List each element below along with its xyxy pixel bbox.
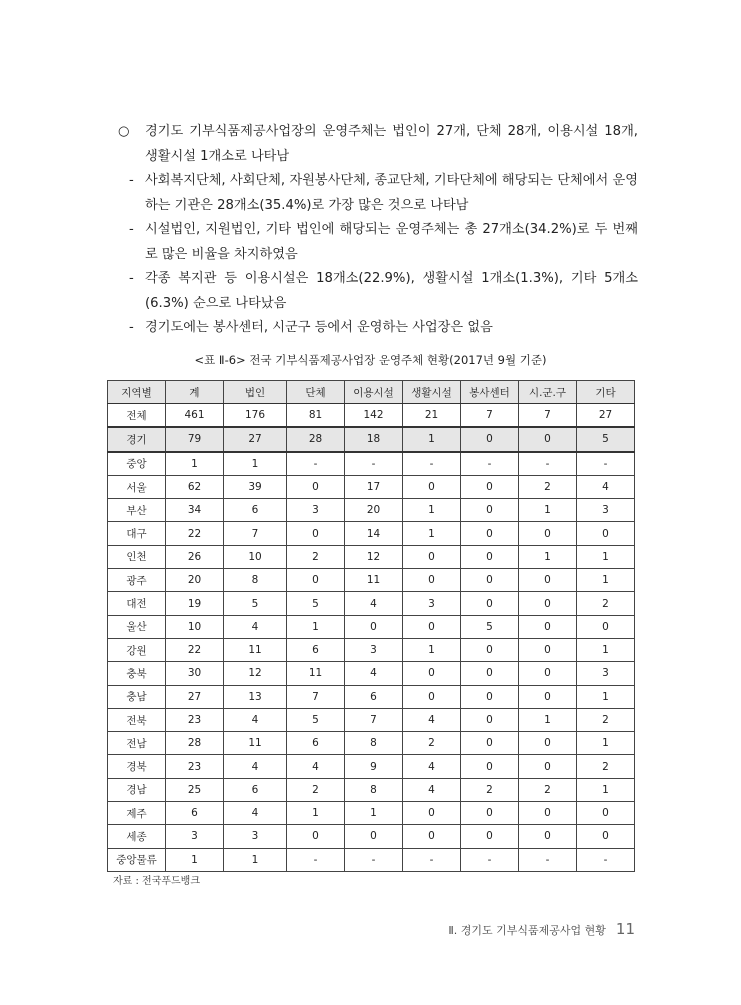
paragraph-text: 각종 복지관 등 이용시설은 18개소(22.9%), 생활시설 1개소(1.3%), 기타 5개소(6.3%) 순으로 나타났음	[145, 271, 638, 311]
paragraph-text: 경기도 기부식품제공사업장의 운영주체는 법인이 27개, 단체 28개, 이용시설 18개, 생활시설 1개소로 나타남	[145, 124, 638, 164]
column-header: 기타	[577, 381, 635, 404]
value-cell: 3	[224, 825, 287, 848]
value-cell: -	[577, 452, 635, 476]
dash-paragraph	[118, 169, 638, 218]
table-row	[108, 615, 635, 638]
value-cell: 0	[519, 685, 577, 708]
table-row	[108, 755, 635, 778]
table-header-row	[108, 381, 635, 404]
dash-paragraph	[118, 267, 638, 316]
value-cell: 5	[577, 427, 635, 451]
value-cell: 62	[166, 475, 224, 498]
value-cell: 1	[577, 545, 635, 568]
value-cell: 39	[224, 475, 287, 498]
value-cell: 2	[287, 778, 345, 801]
page-number: 11	[615, 920, 635, 938]
value-cell: 7	[519, 404, 577, 428]
value-cell: 0	[461, 802, 519, 825]
column-header: 계	[166, 381, 224, 404]
value-cell: 4	[403, 755, 461, 778]
value-cell: 0	[519, 755, 577, 778]
source-note: 자료 : 전국푸드뱅크	[113, 876, 201, 887]
value-cell: 0	[403, 475, 461, 498]
value-cell: 11	[224, 732, 287, 755]
region-cell: 충북	[108, 662, 166, 685]
value-cell: 5	[224, 592, 287, 615]
region-cell: 대구	[108, 522, 166, 545]
dash-bullet-icon: -	[129, 222, 134, 237]
value-cell: 4	[224, 802, 287, 825]
value-cell: 17	[345, 475, 403, 498]
paragraph-text: 경기도에는 봉사센터, 시군구 등에서 운영하는 사업장은 없음	[145, 320, 493, 335]
table-row	[108, 732, 635, 755]
value-cell: 28	[166, 732, 224, 755]
value-cell: 1	[403, 522, 461, 545]
value-cell: 14	[345, 522, 403, 545]
value-cell: 5	[287, 592, 345, 615]
value-cell: 8	[345, 732, 403, 755]
page-footer	[448, 920, 635, 938]
region-cell: 충남	[108, 685, 166, 708]
value-cell: 0	[287, 825, 345, 848]
value-cell: 2	[577, 592, 635, 615]
value-cell: 1	[577, 778, 635, 801]
value-cell: 1	[345, 802, 403, 825]
value-cell: 2	[577, 755, 635, 778]
value-cell: 0	[461, 499, 519, 522]
value-cell: 79	[166, 427, 224, 451]
value-cell: 0	[461, 638, 519, 661]
value-cell: 4	[224, 615, 287, 638]
value-cell: 0	[461, 708, 519, 731]
value-cell: 0	[461, 732, 519, 755]
value-cell: 0	[577, 615, 635, 638]
value-cell: 0	[519, 662, 577, 685]
value-cell: 5	[461, 615, 519, 638]
value-cell: -	[403, 848, 461, 871]
region-cell: 세종	[108, 825, 166, 848]
value-cell: 34	[166, 499, 224, 522]
value-cell: 11	[345, 569, 403, 592]
table-row	[108, 825, 635, 848]
region-cell: 서울	[108, 475, 166, 498]
table-row	[108, 848, 635, 871]
region-cell: 전남	[108, 732, 166, 755]
table-row	[108, 592, 635, 615]
value-cell: 12	[345, 545, 403, 568]
value-cell: 0	[287, 569, 345, 592]
value-cell: 4	[224, 708, 287, 731]
value-cell: 23	[166, 755, 224, 778]
table-row	[108, 427, 635, 451]
region-cell: 경기	[108, 427, 166, 451]
paragraph-text: 사회복지단체, 사회단체, 자원봉사단체, 종교단체, 기타단체에 해당되는 단체에서 운영하는 기관은 28개소(35.4%)로 가장 많은 것으로 나타남	[145, 173, 638, 213]
value-cell: 1	[519, 545, 577, 568]
value-cell: 1	[224, 848, 287, 871]
column-header: 법인	[224, 381, 287, 404]
value-cell: 10	[166, 615, 224, 638]
value-cell: 1	[519, 708, 577, 731]
table-row	[108, 662, 635, 685]
region-cell: 전북	[108, 708, 166, 731]
value-cell: 21	[403, 404, 461, 428]
value-cell: 461	[166, 404, 224, 428]
value-cell: 0	[519, 638, 577, 661]
value-cell: 22	[166, 638, 224, 661]
value-cell: 2	[403, 732, 461, 755]
value-cell: 12	[224, 662, 287, 685]
value-cell: 1	[287, 802, 345, 825]
value-cell: 4	[224, 755, 287, 778]
value-cell: -	[519, 848, 577, 871]
value-cell: 11	[287, 662, 345, 685]
operator-status-table	[107, 380, 635, 872]
column-header: 지역별	[108, 381, 166, 404]
dash-bullet-icon: -	[129, 173, 134, 188]
value-cell: 6	[345, 685, 403, 708]
value-cell: 27	[577, 404, 635, 428]
value-cell: 0	[345, 615, 403, 638]
table-row	[108, 475, 635, 498]
table-row	[108, 499, 635, 522]
value-cell: 20	[166, 569, 224, 592]
region-cell: 전체	[108, 404, 166, 428]
value-cell: 30	[166, 662, 224, 685]
region-cell: 제주	[108, 802, 166, 825]
table-row	[108, 685, 635, 708]
value-cell: 7	[287, 685, 345, 708]
region-cell: 울산	[108, 615, 166, 638]
value-cell: 3	[577, 499, 635, 522]
value-cell: 22	[166, 522, 224, 545]
value-cell: 1	[519, 499, 577, 522]
bullet-paragraph	[118, 120, 638, 169]
value-cell: 25	[166, 778, 224, 801]
region-cell: 인천	[108, 545, 166, 568]
dash-bullet-icon: -	[129, 271, 134, 286]
value-cell: 0	[461, 825, 519, 848]
column-header: 이용시설	[345, 381, 403, 404]
value-cell: 0	[519, 615, 577, 638]
region-cell: 중앙물류	[108, 848, 166, 871]
value-cell: 0	[461, 545, 519, 568]
value-cell: 4	[287, 755, 345, 778]
value-cell: 0	[287, 522, 345, 545]
column-header: 봉사센터	[461, 381, 519, 404]
value-cell: 2	[577, 708, 635, 731]
value-cell: 1	[577, 732, 635, 755]
value-cell: 1	[577, 569, 635, 592]
value-cell: 0	[519, 802, 577, 825]
value-cell: 0	[461, 592, 519, 615]
value-cell: 27	[224, 427, 287, 451]
value-cell: 23	[166, 708, 224, 731]
region-cell: 중앙	[108, 452, 166, 476]
table-row	[108, 778, 635, 801]
value-cell: 0	[461, 755, 519, 778]
value-cell: 0	[287, 475, 345, 498]
value-cell: 1	[166, 452, 224, 476]
value-cell: 0	[577, 802, 635, 825]
value-cell: 0	[577, 825, 635, 848]
value-cell: 6	[287, 732, 345, 755]
value-cell: 0	[461, 522, 519, 545]
table-row	[108, 545, 635, 568]
value-cell: -	[345, 452, 403, 476]
value-cell: 8	[345, 778, 403, 801]
value-cell: 142	[345, 404, 403, 428]
value-cell: 0	[461, 427, 519, 451]
value-cell: 19	[166, 592, 224, 615]
value-cell: 3	[577, 662, 635, 685]
dash-bullet-icon: -	[129, 320, 134, 335]
value-cell: 5	[287, 708, 345, 731]
value-cell: -	[461, 848, 519, 871]
value-cell: -	[461, 452, 519, 476]
dash-paragraph	[118, 316, 638, 341]
value-cell: 6	[287, 638, 345, 661]
value-cell: 0	[403, 545, 461, 568]
value-cell: 7	[345, 708, 403, 731]
value-cell: 0	[519, 569, 577, 592]
value-cell: 4	[403, 778, 461, 801]
value-cell: 9	[345, 755, 403, 778]
value-cell: 6	[224, 499, 287, 522]
value-cell: -	[403, 452, 461, 476]
value-cell: 3	[403, 592, 461, 615]
value-cell: 0	[519, 592, 577, 615]
table-row	[108, 569, 635, 592]
value-cell: 0	[519, 427, 577, 451]
value-cell: 0	[403, 615, 461, 638]
value-cell: 7	[224, 522, 287, 545]
region-cell: 광주	[108, 569, 166, 592]
value-cell: 0	[519, 825, 577, 848]
value-cell: -	[287, 848, 345, 871]
value-cell: 10	[224, 545, 287, 568]
value-cell: 0	[403, 825, 461, 848]
region-cell: 대전	[108, 592, 166, 615]
value-cell: 26	[166, 545, 224, 568]
footer-chapter-title: Ⅱ. 경기도 기부식품제공사업 현황	[448, 924, 606, 937]
value-cell: 20	[345, 499, 403, 522]
table-caption: <표 Ⅱ-6> 전국 기부식품제공사업장 운영주체 현황(2017년 9월 기준)	[194, 353, 547, 367]
value-cell: 0	[403, 569, 461, 592]
column-header: 생활시설	[403, 381, 461, 404]
value-cell: 0	[345, 825, 403, 848]
value-cell: 0	[519, 732, 577, 755]
value-cell: 0	[403, 662, 461, 685]
value-cell: -	[345, 848, 403, 871]
value-cell: 28	[287, 427, 345, 451]
column-header: 시.군.구	[519, 381, 577, 404]
value-cell: -	[577, 848, 635, 871]
value-cell: 2	[519, 475, 577, 498]
value-cell: 0	[461, 662, 519, 685]
value-cell: 2	[287, 545, 345, 568]
value-cell: 1	[287, 615, 345, 638]
value-cell: 11	[224, 638, 287, 661]
value-cell: 1	[166, 848, 224, 871]
table-row	[108, 638, 635, 661]
paragraph-text: 시설법인, 지원법인, 기타 법인에 해당되는 운영주체는 총 27개소(34.2%)로 두 번째로 많은 비율을 차지하였음	[145, 222, 638, 262]
value-cell: 1	[403, 427, 461, 451]
value-cell: 1	[403, 638, 461, 661]
value-cell: 0	[519, 522, 577, 545]
value-cell: 4	[345, 592, 403, 615]
value-cell: 81	[287, 404, 345, 428]
table-row	[108, 708, 635, 731]
value-cell: 6	[224, 778, 287, 801]
value-cell: 3	[166, 825, 224, 848]
value-cell: 27	[166, 685, 224, 708]
value-cell: 0	[403, 802, 461, 825]
value-cell: 7	[461, 404, 519, 428]
value-cell: 1	[224, 452, 287, 476]
circle-bullet-icon: ○	[118, 124, 130, 139]
column-header: 단체	[287, 381, 345, 404]
value-cell: 0	[461, 685, 519, 708]
value-cell: 8	[224, 569, 287, 592]
region-cell: 경북	[108, 755, 166, 778]
value-cell: 1	[403, 499, 461, 522]
region-cell: 경남	[108, 778, 166, 801]
region-cell: 부산	[108, 499, 166, 522]
value-cell: 2	[461, 778, 519, 801]
value-cell: 1	[577, 638, 635, 661]
table-row	[108, 452, 635, 476]
value-cell: 3	[287, 499, 345, 522]
value-cell: 0	[577, 522, 635, 545]
value-cell: 1	[577, 685, 635, 708]
table-row	[108, 522, 635, 545]
value-cell: 4	[345, 662, 403, 685]
value-cell: 0	[461, 475, 519, 498]
value-cell: 6	[166, 802, 224, 825]
value-cell: 4	[403, 708, 461, 731]
body-text	[118, 120, 638, 341]
value-cell: 2	[519, 778, 577, 801]
value-cell: 0	[403, 685, 461, 708]
value-cell: 4	[577, 475, 635, 498]
value-cell: -	[287, 452, 345, 476]
dash-paragraph	[118, 218, 638, 267]
value-cell: 13	[224, 685, 287, 708]
region-cell: 강원	[108, 638, 166, 661]
table-row	[108, 404, 635, 428]
value-cell: 3	[345, 638, 403, 661]
value-cell: -	[519, 452, 577, 476]
value-cell: 18	[345, 427, 403, 451]
value-cell: 0	[461, 569, 519, 592]
value-cell: 176	[224, 404, 287, 428]
table-row	[108, 802, 635, 825]
